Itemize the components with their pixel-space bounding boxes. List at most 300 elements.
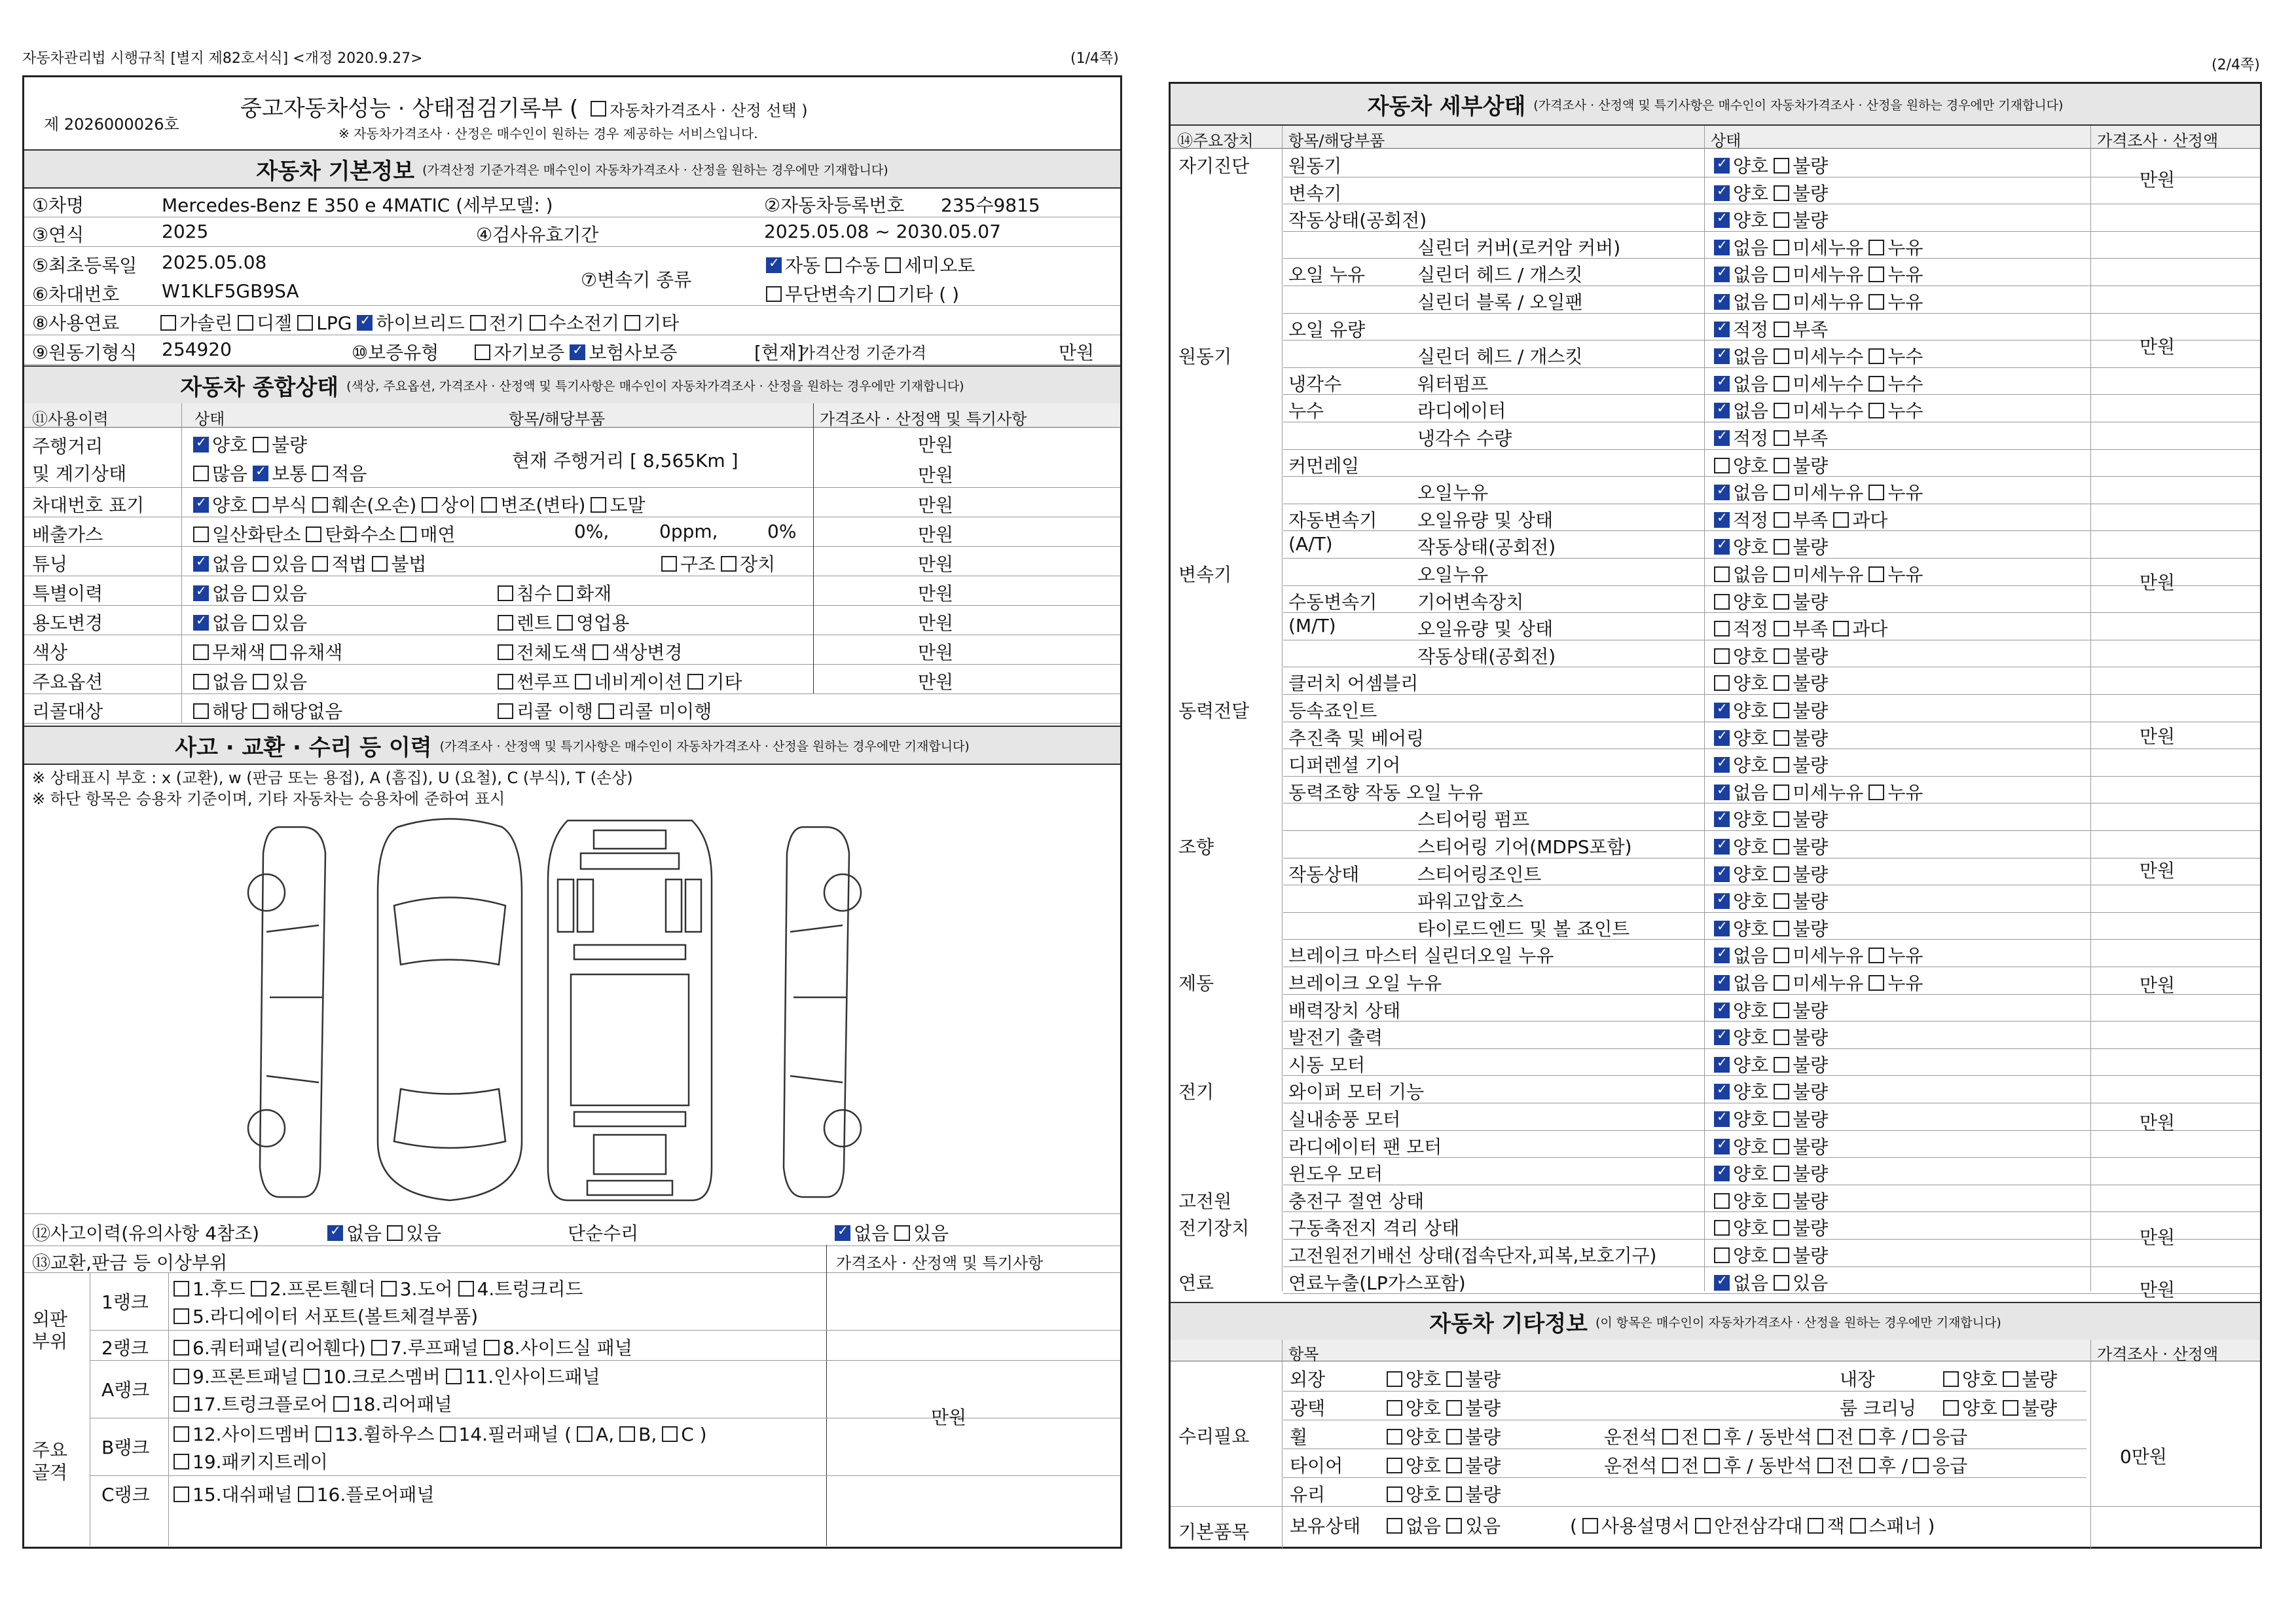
- tuning-legal-checkbox[interactable]: [312, 556, 328, 572]
- chromatic-checkbox[interactable]: [270, 644, 286, 660]
- vin-good-checkbox[interactable]: [193, 497, 209, 513]
- detail-status-checkbox[interactable]: [1774, 1220, 1789, 1236]
- gloss-good-checkbox[interactable]: [1387, 1400, 1402, 1416]
- detail-status-checkbox[interactable]: [1714, 1193, 1730, 1209]
- detail-row: [1283, 912, 2260, 940]
- detail-status-checkbox[interactable]: [1774, 1057, 1789, 1073]
- detail-status-options: [1709, 915, 1828, 941]
- inside-panel-checkbox[interactable]: [446, 1369, 462, 1384]
- detail-status-label: 미세누유: [1793, 945, 1864, 967]
- wheel-house-checkbox[interactable]: [316, 1426, 331, 1442]
- car-left-front-wheel: [248, 874, 285, 911]
- detail-row: [1283, 1130, 2260, 1158]
- frame-part-17: [594, 1135, 666, 1174]
- options-exist-checkbox[interactable]: [253, 674, 268, 690]
- price-basis-overlay: [현재]: [754, 342, 804, 363]
- detail-status-checkbox[interactable]: [1774, 322, 1789, 337]
- front-fender-checkbox[interactable]: [251, 1281, 266, 1297]
- wheel-pass-front-checkbox[interactable]: [1817, 1429, 1833, 1445]
- glass-bad-checkbox[interactable]: [1446, 1486, 1462, 1502]
- color-change-checkbox[interactable]: [592, 644, 608, 660]
- detail-status-options: [1709, 1187, 1828, 1213]
- fuel-label: ⑧사용연료: [32, 312, 120, 334]
- detail-status-checkbox[interactable]: [1774, 1084, 1789, 1099]
- trans-manual-checkbox[interactable]: [826, 257, 841, 273]
- detail-status-checkbox[interactable]: [1714, 348, 1730, 364]
- rankB-items-2: 19.패키지트레이: [168, 1448, 328, 1474]
- radiator-support-checkbox[interactable]: [173, 1308, 189, 1324]
- detail-status-checkbox[interactable]: [1868, 948, 1884, 963]
- detail-group-label: 조향: [1178, 836, 1214, 858]
- detail-status-checkbox[interactable]: [1714, 839, 1730, 855]
- status-legend: ※ 상태표시 부호 : x (교환), w (판금 또는 용접), A (흠집), U (요철), C (부식), T (손상): [32, 769, 633, 787]
- recall-applicable-checkbox[interactable]: [193, 703, 209, 719]
- pillar-b-checkbox[interactable]: [619, 1426, 635, 1442]
- tuning-exist-checkbox[interactable]: [253, 556, 268, 572]
- detail-status-checkbox[interactable]: [1774, 240, 1789, 255]
- manual-checkbox[interactable]: [1582, 1518, 1598, 1534]
- detail-row: [1283, 858, 2260, 886]
- simple-repair-options: ✓ 없음 있음: [829, 1219, 949, 1246]
- detail-status-options: [1709, 1024, 1828, 1050]
- recall-done-checkbox[interactable]: [498, 703, 513, 719]
- detail-status-label: 부족: [1793, 318, 1829, 341]
- wheel-rear-checkbox[interactable]: [1704, 1429, 1720, 1445]
- detail-status-checkbox[interactable]: [1774, 948, 1789, 963]
- co-checkbox[interactable]: [193, 526, 209, 542]
- won-transmission: 만원: [2140, 572, 2176, 593]
- tuning-device-checkbox[interactable]: [721, 556, 737, 572]
- detail-status-checkbox[interactable]: [1774, 1003, 1789, 1018]
- detail-part-label: 실린더 헤드 / 개스킷: [1417, 264, 1583, 286]
- vin-rust-checkbox[interactable]: [253, 497, 268, 513]
- detail-status-checkbox[interactable]: [1714, 1139, 1730, 1154]
- wheel-emergency-checkbox[interactable]: [1913, 1429, 1929, 1445]
- detail-status-checkbox[interactable]: [1714, 376, 1730, 392]
- detail-status-checkbox[interactable]: [1774, 185, 1789, 201]
- interior-label: 내장: [1840, 1369, 1876, 1390]
- room-good-checkbox[interactable]: [1943, 1400, 1959, 1416]
- simple-yes-checkbox[interactable]: [894, 1225, 910, 1241]
- exterior-good-checkbox[interactable]: [1387, 1371, 1402, 1387]
- detail-status-checkbox[interactable]: [1774, 648, 1789, 664]
- form-title: 중고자동차성능 · 상태점검기록부 ( 자동차가격조사 · 산정 선택 ): [240, 96, 808, 122]
- detail-status-checkbox[interactable]: [1714, 322, 1730, 337]
- detail-status-options: [1709, 206, 1828, 232]
- detail-status-checkbox[interactable]: [1774, 757, 1789, 773]
- fuel-diesel-checkbox[interactable]: [238, 315, 253, 331]
- detail-status-label: 없음: [1733, 482, 1769, 504]
- fire-checkbox[interactable]: [557, 585, 573, 601]
- room-bad-checkbox[interactable]: [2003, 1400, 2018, 1416]
- vin-mark-label: 차대번호 표기: [32, 494, 145, 516]
- detail-status-label: 누유: [1887, 972, 1923, 994]
- detail-row: [1283, 776, 2260, 804]
- page-2: [1169, 82, 2262, 1549]
- detail-item-label: 동력조향 작동 오일 누유: [1288, 781, 1484, 803]
- page-number-2: (2/4쪽): [2212, 57, 2260, 73]
- detail-status-checkbox[interactable]: [1714, 512, 1730, 528]
- options-none-checkbox[interactable]: [193, 674, 209, 690]
- detail-item-label: 실내송풍 모터: [1288, 1109, 1401, 1130]
- won-unit: 만원: [918, 671, 954, 693]
- detail-status-checkbox[interactable]: [1774, 921, 1789, 936]
- cross-member-checkbox[interactable]: [304, 1369, 319, 1384]
- detail-item-label: 발전기 출력: [1288, 1027, 1383, 1049]
- detail-status-checkbox[interactable]: [1714, 784, 1730, 800]
- detail-status-checkbox[interactable]: [1774, 1247, 1789, 1263]
- wheel-bad-checkbox[interactable]: [1446, 1429, 1462, 1445]
- achromatic-checkbox[interactable]: [193, 644, 209, 660]
- detail-status-checkbox[interactable]: [1774, 294, 1789, 310]
- detail-status-checkbox[interactable]: [1714, 811, 1730, 827]
- detail-status-checkbox[interactable]: [1714, 730, 1730, 746]
- side-member-checkbox[interactable]: [173, 1426, 189, 1442]
- detail-status-options: [1709, 370, 1923, 396]
- detail-status-checkbox[interactable]: [1714, 1247, 1730, 1263]
- detail-status-checkbox[interactable]: [1774, 376, 1789, 392]
- tire-options: 양호 불량: [1381, 1452, 1501, 1478]
- vin-damage-checkbox[interactable]: [312, 497, 328, 513]
- front-panel-checkbox[interactable]: [173, 1369, 189, 1384]
- detail-status-checkbox[interactable]: [1868, 784, 1884, 800]
- detail-status-checkbox[interactable]: [1774, 703, 1789, 718]
- detail-status-label: 적정: [1733, 318, 1769, 341]
- simple-none-checkbox[interactable]: [835, 1225, 850, 1241]
- rear-panel-checkbox[interactable]: [333, 1396, 349, 1412]
- detail-row: [1283, 939, 2260, 967]
- trans-semi-checkbox[interactable]: [885, 257, 901, 273]
- detail-status-checkbox[interactable]: [1868, 376, 1884, 392]
- floor-panel-checkbox[interactable]: [298, 1486, 314, 1502]
- detail-status-checkbox[interactable]: [1714, 648, 1730, 664]
- mileage-many-checkbox[interactable]: [193, 466, 209, 481]
- package-tray-checkbox[interactable]: [173, 1454, 189, 1469]
- detail-status-checkbox[interactable]: [1774, 348, 1789, 364]
- detail-status-label: 불량: [1793, 836, 1829, 858]
- detail-status-checkbox[interactable]: [1714, 267, 1730, 282]
- quarter-panel-checkbox[interactable]: [173, 1340, 189, 1356]
- roof-panel-checkbox[interactable]: [371, 1340, 387, 1356]
- detail-status-label: 양호: [1733, 1217, 1769, 1240]
- recall-not-checkbox[interactable]: [598, 703, 614, 719]
- wheel-good-checkbox[interactable]: [1387, 1429, 1402, 1445]
- detail-status-label: 미세누수: [1793, 346, 1864, 368]
- own-have-checkbox[interactable]: [1446, 1518, 1462, 1534]
- detail-part-label: 스티어링 펌프: [1417, 809, 1530, 831]
- exterior-bad-checkbox[interactable]: [1446, 1371, 1462, 1387]
- pillar-c-checkbox[interactable]: [662, 1426, 678, 1442]
- detail-status-checkbox[interactable]: [1868, 566, 1884, 582]
- detail-status-checkbox[interactable]: [1714, 975, 1730, 991]
- detail-status-checkbox[interactable]: [1714, 1166, 1730, 1181]
- special-exist-checkbox[interactable]: [253, 585, 268, 601]
- detail-status-checkbox[interactable]: [1774, 594, 1789, 610]
- usage-exist-checkbox[interactable]: [253, 615, 268, 631]
- wheel-front-checkbox[interactable]: [1662, 1429, 1678, 1445]
- rent-checkbox[interactable]: [498, 615, 513, 631]
- price-service-checkbox[interactable]: [591, 101, 606, 117]
- tire-bad-checkbox[interactable]: [1446, 1458, 1462, 1473]
- vin-stolen-checkbox[interactable]: [591, 497, 606, 513]
- detail-item-label: 등속죠인트: [1288, 700, 1377, 722]
- tuning-none-checkbox[interactable]: [193, 556, 209, 572]
- fuel-hybrid-checkbox[interactable]: [357, 315, 373, 331]
- detail-status-options: [1709, 452, 1828, 478]
- detail-group-label: 자기진단: [1178, 155, 1250, 177]
- flood-checkbox[interactable]: [498, 585, 513, 601]
- door-checkbox[interactable]: [381, 1281, 397, 1297]
- detail-status-checkbox[interactable]: [1714, 539, 1730, 555]
- full-paint-checkbox[interactable]: [498, 644, 513, 660]
- fuel-gasoline-checkbox[interactable]: [160, 315, 176, 331]
- detail-status-checkbox[interactable]: [1714, 430, 1730, 446]
- detail-status-checkbox[interactable]: [1774, 839, 1789, 855]
- fuel-etc-checkbox[interactable]: [625, 315, 640, 331]
- detail-status-checkbox[interactable]: [1714, 594, 1730, 610]
- fuel-hydrogen-checkbox[interactable]: [530, 315, 545, 331]
- first-reg-label: ⑤최초등록일: [32, 255, 137, 276]
- trans-cvt-checkbox[interactable]: [766, 286, 782, 302]
- frame-part-11-left: [558, 879, 574, 932]
- smoke-checkbox[interactable]: [401, 526, 416, 542]
- vin-diff-checkbox[interactable]: [422, 497, 437, 513]
- rank1-items-2: 5.라디에이터 서포트(볼트체결부품): [168, 1302, 478, 1329]
- detail-item-label: 커먼레일: [1288, 454, 1360, 477]
- detail-status-checkbox[interactable]: [1714, 866, 1730, 882]
- trans-etc-checkbox[interactable]: [879, 286, 894, 302]
- detail-item-label: (A/T): [1288, 533, 1333, 555]
- detail-status-checkbox[interactable]: [1714, 1029, 1730, 1045]
- tire-rear-checkbox[interactable]: [1704, 1458, 1720, 1473]
- detail-status-checkbox[interactable]: [1833, 621, 1849, 637]
- warranty-insurance-checkbox[interactable]: [570, 344, 585, 360]
- detail-status-checkbox[interactable]: [1714, 1111, 1730, 1127]
- detail-status-checkbox[interactable]: [1714, 403, 1730, 418]
- detail-status-options: [1709, 1242, 1828, 1268]
- car-left-side: [260, 827, 325, 1197]
- detail-status-checkbox[interactable]: [1774, 458, 1789, 473]
- accident-yes-checkbox[interactable]: [387, 1225, 403, 1241]
- option-etc-checkbox[interactable]: [687, 674, 703, 690]
- detail-status-label: 없음: [1733, 400, 1769, 422]
- detail-row: [1178, 1185, 2260, 1213]
- detail-status-checkbox[interactable]: [1774, 1193, 1789, 1209]
- accident-none-checkbox[interactable]: [327, 1225, 343, 1241]
- basic-items-label: 기본품목: [1178, 1521, 1250, 1543]
- detail-row: [1283, 177, 2260, 205]
- detail-status-options: [1709, 342, 1923, 369]
- detail-status-label: 불량: [1793, 1135, 1829, 1158]
- detail-status-label: 양호: [1733, 917, 1769, 940]
- detail-status-checkbox[interactable]: [1774, 158, 1789, 174]
- detail-item-label: 냉각수: [1288, 373, 1342, 395]
- pillar-a-checkbox[interactable]: [577, 1426, 592, 1442]
- detail-status-checkbox[interactable]: [1868, 403, 1884, 418]
- detail-status-label: 불량: [1793, 1109, 1829, 1130]
- tire-good-checkbox[interactable]: [1387, 1458, 1402, 1473]
- side-sill-checkbox[interactable]: [484, 1340, 500, 1356]
- detail-status-checkbox[interactable]: [1774, 539, 1789, 555]
- navigation-checkbox[interactable]: [575, 674, 591, 690]
- detail-status-checkbox[interactable]: [1714, 1220, 1730, 1236]
- frame-part-12-right: [666, 879, 682, 932]
- detail-status-checkbox[interactable]: [1774, 430, 1789, 446]
- detail-status-checkbox[interactable]: [1714, 185, 1730, 201]
- frame-part-11-right: [685, 879, 701, 932]
- detail-status-checkbox[interactable]: [1868, 485, 1884, 500]
- mileage-bad-checkbox[interactable]: [253, 437, 268, 452]
- detail-status-label: 양호: [1733, 454, 1769, 477]
- detail-status-checkbox[interactable]: [1714, 1003, 1730, 1018]
- gloss-bad-checkbox[interactable]: [1446, 1400, 1462, 1416]
- detail-status-checkbox[interactable]: [1774, 1139, 1789, 1154]
- detail-status-label: 없음: [1733, 373, 1769, 395]
- detail-status-options: [1709, 724, 1828, 750]
- detail-status-checkbox[interactable]: [1774, 512, 1789, 528]
- detail-status-checkbox[interactable]: [1714, 566, 1730, 582]
- detail-status-checkbox[interactable]: [1774, 730, 1789, 746]
- special-none-checkbox[interactable]: [193, 585, 209, 601]
- detail-status-checkbox[interactable]: [1774, 267, 1789, 282]
- fuel-lpg-checkbox[interactable]: [297, 315, 313, 331]
- detail-status-checkbox[interactable]: [1774, 811, 1789, 827]
- warranty-options: 자기보증✓ 보험사보증: [469, 339, 677, 365]
- detail-status-checkbox[interactable]: [1714, 1275, 1730, 1291]
- transmission-label: ⑦변속기 종류: [581, 269, 692, 291]
- detail-status-label: 미세누유: [1793, 972, 1864, 994]
- detail-status-label: 양호: [1733, 754, 1769, 777]
- detail-status-checkbox[interactable]: [1714, 158, 1730, 174]
- own-none-checkbox[interactable]: [1387, 1518, 1402, 1534]
- co-value: 0%,: [574, 521, 610, 542]
- detail-status-options: [1709, 533, 1828, 559]
- detail-status-options: [1709, 1133, 1828, 1159]
- hood-checkbox[interactable]: [173, 1281, 189, 1297]
- detail-status-label: 불량: [1793, 1163, 1829, 1185]
- recall-na-checkbox[interactable]: [253, 703, 268, 719]
- detail-status-checkbox[interactable]: [1774, 1275, 1789, 1291]
- frame-part-19: [574, 1112, 685, 1126]
- tuning-struct-checkbox[interactable]: [661, 556, 677, 572]
- biz-checkbox[interactable]: [557, 615, 573, 631]
- detail-status-checkbox[interactable]: [1774, 1029, 1789, 1045]
- detail-status-label: 양호: [1733, 1245, 1769, 1266]
- detail-status-checkbox[interactable]: [1714, 757, 1730, 773]
- detail-status-checkbox[interactable]: [1714, 948, 1730, 963]
- detail-status-checkbox[interactable]: [1868, 267, 1884, 282]
- mileage-normal-checkbox[interactable]: [253, 466, 268, 481]
- pillar-panel-checkbox[interactable]: [440, 1426, 456, 1442]
- mileage-good-checkbox[interactable]: [193, 437, 209, 452]
- tire-front-checkbox[interactable]: [1662, 1458, 1678, 1473]
- glass-good-checkbox[interactable]: [1387, 1486, 1402, 1502]
- won-drivetrain: 만원: [2140, 726, 2176, 747]
- fuel-electric-checkbox[interactable]: [470, 315, 486, 331]
- detail-status-checkbox[interactable]: [1714, 240, 1730, 255]
- outer-panel-label: 외판 부위: [32, 1308, 68, 1352]
- interior-bad-checkbox[interactable]: [2003, 1371, 2018, 1387]
- detail-status-checkbox[interactable]: [1868, 294, 1884, 310]
- car-name-label: ①차명: [32, 194, 84, 216]
- detail-status-checkbox[interactable]: [1774, 784, 1789, 800]
- detail-status-checkbox[interactable]: [1714, 703, 1730, 718]
- detail-status-checkbox[interactable]: [1868, 348, 1884, 364]
- detail-status-checkbox[interactable]: [1774, 212, 1789, 228]
- trunk-floor-checkbox[interactable]: [173, 1396, 189, 1412]
- spanner-checkbox[interactable]: [1850, 1518, 1866, 1534]
- detail-status-checkbox[interactable]: [1774, 1111, 1789, 1127]
- detail-status-checkbox[interactable]: [1714, 485, 1730, 500]
- detail-part-label: 작동상태(공회전): [1417, 536, 1556, 559]
- detail-status-checkbox[interactable]: [1868, 975, 1884, 991]
- interior-good-checkbox[interactable]: [1943, 1371, 1959, 1387]
- exchange-price-unit: 만원: [931, 1407, 967, 1428]
- detail-status-label: 누수: [1887, 400, 1923, 422]
- detail-status-checkbox[interactable]: [1774, 621, 1789, 637]
- detail-status-checkbox[interactable]: [1774, 893, 1789, 909]
- detail-status-checkbox[interactable]: [1714, 921, 1730, 936]
- detail-status-checkbox[interactable]: [1774, 485, 1789, 500]
- accident-options: ✓ 없음 있음: [322, 1219, 441, 1246]
- detail-status-checkbox[interactable]: [1774, 675, 1789, 691]
- mileage-few-checkbox[interactable]: [312, 466, 328, 481]
- detail-status-checkbox[interactable]: [1714, 675, 1730, 691]
- detail-status-checkbox[interactable]: [1774, 566, 1789, 582]
- detail-status-options: [1709, 561, 1923, 587]
- detail-status-checkbox[interactable]: [1868, 240, 1884, 255]
- detail-row: [1178, 694, 2260, 722]
- dash-panel-checkbox[interactable]: [173, 1486, 189, 1502]
- detail-item-label: 구동축전지 격리 상태: [1288, 1217, 1460, 1240]
- detail-status-options: [1709, 588, 1828, 614]
- detail-part-label: 스티어링조인트: [1417, 863, 1542, 885]
- tire-emergency-checkbox[interactable]: [1913, 1458, 1929, 1473]
- wheel-pass-rear-checkbox[interactable]: [1859, 1429, 1875, 1445]
- sunroof-checkbox[interactable]: [498, 674, 513, 690]
- warranty-self-checkbox[interactable]: [475, 344, 490, 360]
- detail-status-checkbox[interactable]: [1774, 403, 1789, 418]
- usage-none-checkbox[interactable]: [193, 615, 209, 631]
- trunk-lid-checkbox[interactable]: [458, 1281, 474, 1297]
- detail-status-checkbox[interactable]: [1714, 621, 1730, 637]
- detail-status-label: 없음: [1733, 945, 1769, 967]
- hc-checkbox[interactable]: [306, 526, 321, 542]
- jack-checkbox[interactable]: [1808, 1518, 1823, 1534]
- detail-part-label: 오일유량 및 상태: [1417, 509, 1554, 531]
- tuning-illegal-checkbox[interactable]: [372, 556, 388, 572]
- car-left-rear-wheel: [248, 1110, 285, 1147]
- detail-status-label: 미세누유: [1793, 482, 1864, 504]
- detail-status-checkbox[interactable]: [1714, 1057, 1730, 1073]
- detail-status-checkbox[interactable]: [1774, 975, 1789, 991]
- detail-status-checkbox[interactable]: [1833, 512, 1849, 528]
- detail-status-checkbox[interactable]: [1774, 1166, 1789, 1181]
- detail-status-checkbox[interactable]: [1714, 294, 1730, 310]
- detail-status-checkbox[interactable]: [1774, 866, 1789, 882]
- tire-pass-front-checkbox[interactable]: [1817, 1458, 1833, 1473]
- trans-auto-checkbox[interactable]: [766, 257, 782, 273]
- detail-row: [1283, 612, 2260, 640]
- detail-status-checkbox[interactable]: [1714, 1084, 1730, 1099]
- detail-status-checkbox[interactable]: [1714, 458, 1730, 473]
- tire-pass-rear-checkbox[interactable]: [1859, 1458, 1875, 1473]
- detail-status-checkbox[interactable]: [1714, 212, 1730, 228]
- won-brake: 만원: [2140, 974, 2176, 996]
- detail-status-checkbox[interactable]: [1714, 893, 1730, 909]
- vin-alter-checkbox[interactable]: [481, 497, 497, 513]
- triangle-checkbox[interactable]: [1695, 1518, 1711, 1534]
